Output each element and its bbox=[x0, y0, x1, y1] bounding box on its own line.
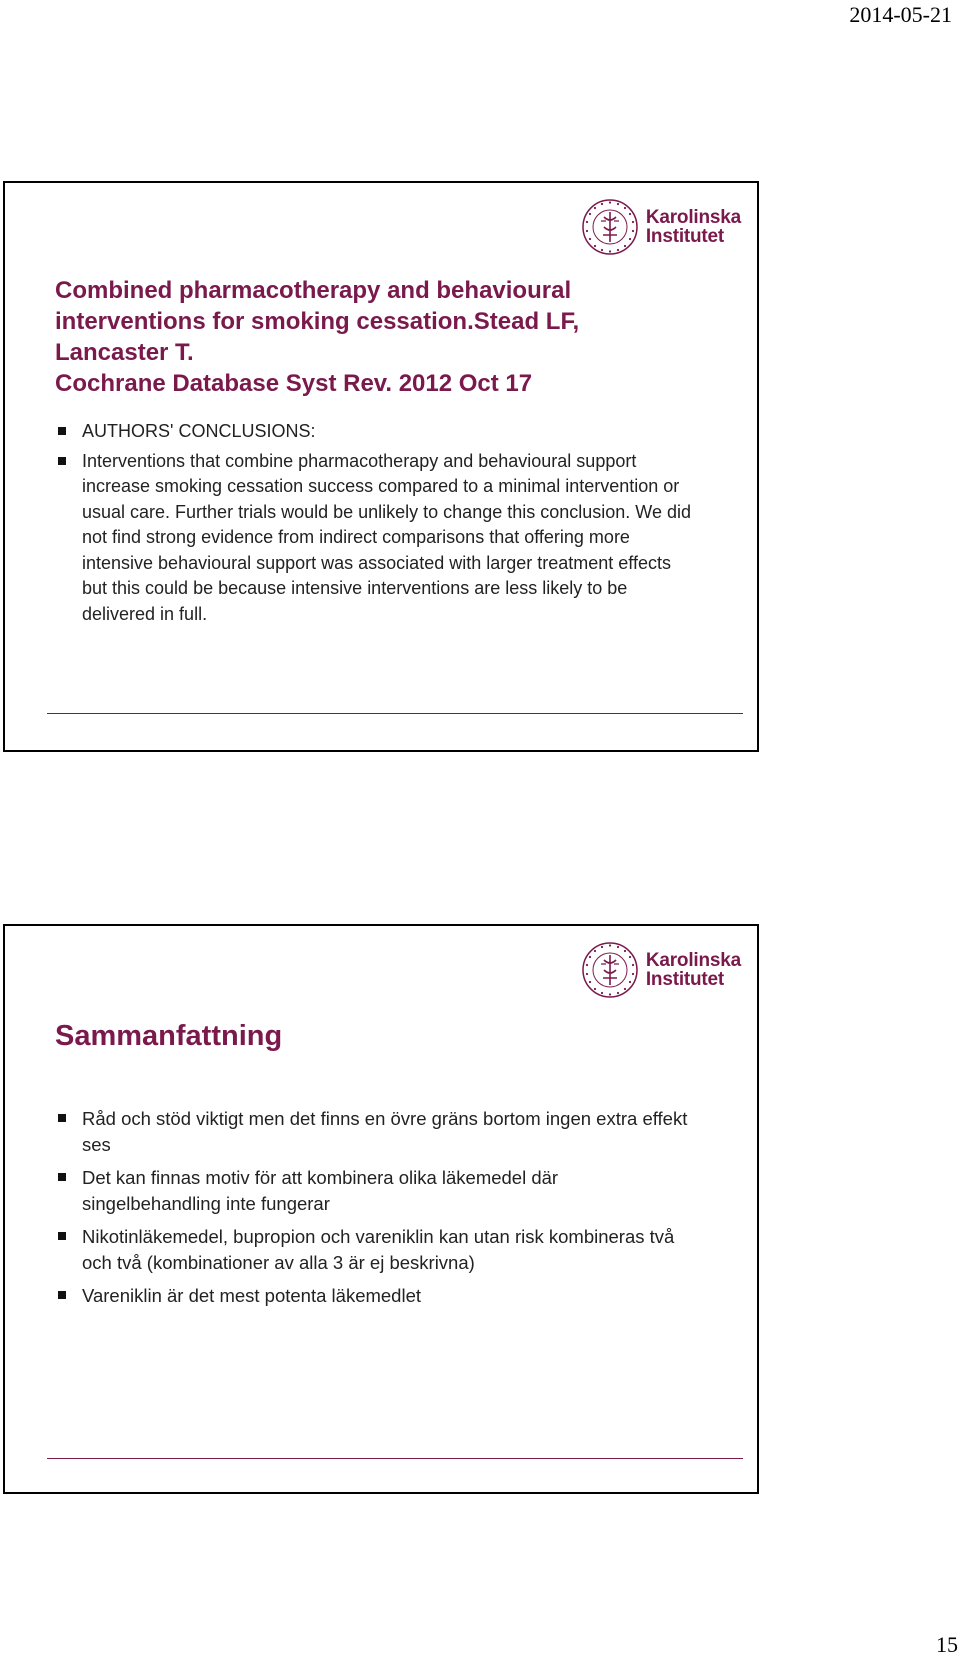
slide-1 bbox=[3, 181, 759, 752]
bullet-text: Nikotinläkemedel, bupropion och vareniklin kan utan risk kombineras två och två (kombinationer av alla 3 är ej beskrivna) bbox=[82, 1226, 675, 1273]
ki-seal-icon bbox=[580, 197, 640, 257]
bullet-text: Interventions that combine pharmacotherapy and behavioural support increase smoking cessation success compared to a minimal intervention or usual care. Further trials would be unlikely to change this conclusion. We did not find strong evidence from indirect comparisons that offering more intensive behavioural support was associated with larger treatment effects but this could be because intensive interventions are less likely to be delivered in full. bbox=[82, 450, 691, 624]
bullet-item bbox=[55, 419, 697, 445]
square-bullet-icon bbox=[58, 457, 66, 465]
square-bullet-icon bbox=[58, 1291, 66, 1299]
title-line: Combined pharmacotherapy and behavioural bbox=[55, 277, 572, 304]
karolinska-logo bbox=[580, 940, 741, 1000]
wordmark-line-1: Karolinska bbox=[645, 207, 741, 228]
slide-2-bullet-list bbox=[55, 1106, 697, 1317]
bullet-text: Råd och stöd viktigt men det finns en övre gräns bortom ingen extra effekt ses bbox=[82, 1108, 688, 1155]
square-bullet-icon bbox=[58, 1232, 66, 1240]
bullet-item bbox=[55, 1224, 697, 1275]
square-bullet-icon bbox=[58, 427, 66, 435]
title-line: Cochrane Database Syst Rev. 2012 Oct 17 bbox=[55, 370, 533, 397]
bullet-text: Det kan finnas motiv för att kombinera olika läkemedel där singelbehandling inte fungerar bbox=[82, 1167, 559, 1214]
bullet-text: Vareniklin är det mest potenta läkemedlet bbox=[82, 1285, 422, 1306]
title-line: Lancaster T. bbox=[55, 339, 194, 366]
bullet-item bbox=[55, 1283, 697, 1309]
karolinska-wordmark bbox=[646, 951, 741, 989]
page-date: 2014-05-21 bbox=[849, 2, 952, 27]
bullet-item bbox=[55, 449, 697, 628]
footer-divider bbox=[47, 1458, 743, 1459]
ki-seal-icon bbox=[580, 940, 640, 1000]
page-number: 15 bbox=[936, 1632, 958, 1657]
wordmark-line-2: Institutet bbox=[645, 969, 725, 990]
square-bullet-icon bbox=[58, 1173, 66, 1181]
footer-divider bbox=[47, 713, 743, 714]
karolinska-logo bbox=[580, 197, 741, 257]
title-line: interventions for smoking cessation.Stead LF, bbox=[55, 308, 580, 335]
slide-2 bbox=[3, 924, 759, 1494]
karolinska-wordmark bbox=[646, 208, 741, 246]
wordmark-line-1: Karolinska bbox=[645, 950, 741, 971]
bullet-item bbox=[55, 1106, 697, 1157]
wordmark-line-2: Institutet bbox=[645, 226, 725, 247]
bullet-text: AUTHORS' CONCLUSIONS: bbox=[82, 421, 316, 441]
square-bullet-icon bbox=[58, 1114, 66, 1122]
slide-1-title bbox=[55, 275, 655, 399]
slide-1-bullet-list bbox=[55, 419, 697, 631]
bullet-item bbox=[55, 1165, 697, 1216]
slide-2-title: Sammanfattning bbox=[55, 1020, 283, 1052]
